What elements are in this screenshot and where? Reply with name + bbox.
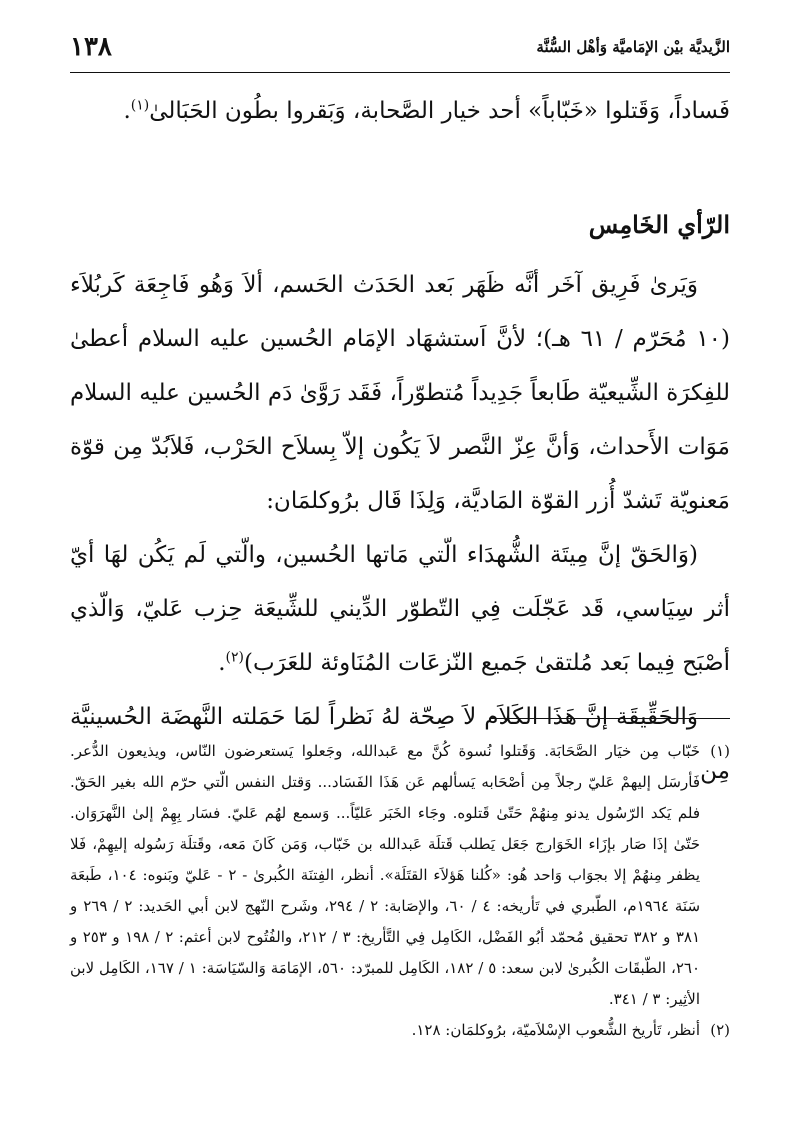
paragraph-1: [70, 84, 730, 138]
paragraph-3: وَالحَقِّيقَة إنَّ هَذَا الكَلاَم لاَ صِحّة لهُ نَظراً لمَا حَمَلته النَّهضَة الحُسينيَّة مِن: [70, 704, 730, 784]
footnote-number: (٢): [710, 1021, 730, 1039]
quote-text: (وَالحَقّ إنَّ مِيتَة الشُّهدَاء الّتي مَاتها الحُسين، والّتي لَم يَكُن لهَا أيّ أثر سِيَاسي، قَد عَجّلَت فِي التّطوّر الدِّيني للشِّيعَة حِزب عَليّ، وَالّذي أصْبَح فِيما بَعد مُلتقىٰ جَميع النّزعَات المُنَاوئة للعَرَب): [70, 542, 730, 676]
footnote-1: [70, 736, 730, 1015]
footnote-2: [70, 1015, 730, 1046]
page-number: ١٣٨: [70, 32, 112, 62]
running-title: الزَّيديَّة بيْن الإمَاميَّة وَأهْل السُّنَّة: [536, 38, 730, 56]
footnote-ref-1[interactable]: (١): [130, 97, 150, 114]
footnote-text: أنظر، تَأريخ الشُّعوب الإسْلاَميّة، برُوكلمَان: ١٢٨.: [411, 1021, 700, 1039]
footnotes: [70, 736, 730, 1046]
footnote-text: خَبّاب مِن خيَار الصَّحَابَة. وَقَتلوا نُسوة كُنَّ مع عَبدالله، وجَعلوا يَستعرضون النّاس، ويذيعون الدُّعر. فَأرسَل إليهمْ عَليّ رجلاً مِن أصْحَابه يَسألهم عَن هَذَا الفَسَاد... وَقتل النفس الّتي حرّم الله بغير الحَقّ. فلم يَكد الرّسُول يدنو مِنهُمْ حَتّىٰ قَتلوه. وجَاء الخَبَر عَليّاً... وَسمع لهُم عَليّ. فسَار بِهِمْ إلىٰ النَّهرَوَان. حَتّىٰ إذَا صَار بإزَاء الخَوَارج جَعَل يَطلب قَتلَة عَبدالله بن خَبّاب، وَمَن كَانَ مَعه، وقَتلَة رَسُوله إليهِمْ، فَلا يظفر مِنهُمْ إلا بجوَاب وَاحد هُو: «كُلنا هَؤلاَء القتَلَة». أنظر، الفِتنَة الكُبرىٰ - ٢ - عَليّ وبَنوه: ١٠٤، طَبعَة سَنَة ١٩٦٤م، الطّبري في تَأريخه: ٤ / ٦٠، والإصَابة: ٢ / ٢٩٤، وشَرح النّهج لابن أبي الحَديد: ٢ / ٢٦٩ و ٣٨١ و ٣٨٢ تحقيق مُحمّد أبُو الفَضْل، الكَامِل فِي التَّأريخ: ٣ / ٢١٢، والفُتُوح لابن أعثم: ٢ / ١٩٨ و ٢٥٣ و ٢٦٠، الطّبقَات الكُبرىٰ لابن سعد: ٥ / ١٨٢، الكَامِل للمبرّد: ٥٦٠، الإمَامَة وَالسّيَاسَة: ١ / ١٦٧، الكَامِل لابن الأثِير: ٣ / ٣٤١.: [70, 742, 701, 1008]
quote-paragraph: [70, 528, 730, 690]
quote-end: .: [218, 650, 226, 676]
paragraph-1-end: .: [123, 98, 131, 124]
footnote-number: (١): [710, 742, 730, 760]
footnote-ref-2[interactable]: (٢): [225, 649, 244, 666]
footnote-separator: [490, 718, 730, 719]
paragraph-1-text: فَساداً، وَقَتلوا «خَبّاباً» أحد خيار الصَّحابة، وَبَقروا بطُون الحَبَالىٰ: [149, 98, 730, 124]
section-heading: الرّأي الخَامِس: [588, 210, 730, 239]
paragraph-2: وَيَرىٰ فَرِيق آخَر أنَّه ظَهَر بَعد الحَدَث الحَسم، ألاَ وَهُو فَاجِعَة كَربُلاَء (١٠ مُحَرّم / ٦١ هـ)؛ لأنَّ اَستشهَاد الإمَام الحُسين عليه السلام أعطىٰ للفِكرَة الشِّيعيّة طَابعاً جَدِيداً مُتطوّراً، فَقَد رَوَّىٰ دَم الحُسين عليه السلام مَوَات الأَحداث، وَأنَّ عِزّ النَّصر لاَ يَكُون إلاّ بِسلاَح الحَرْب، فَلاَبُدّ مِن قوّة مَعنويّة تَشدّ أُزر القوّة المَاديَّة، وَلِذَا قَال برُوكلمَان:: [70, 272, 731, 514]
page-header: [70, 32, 730, 72]
body-text: [70, 84, 730, 798]
header-rule: [70, 72, 730, 73]
